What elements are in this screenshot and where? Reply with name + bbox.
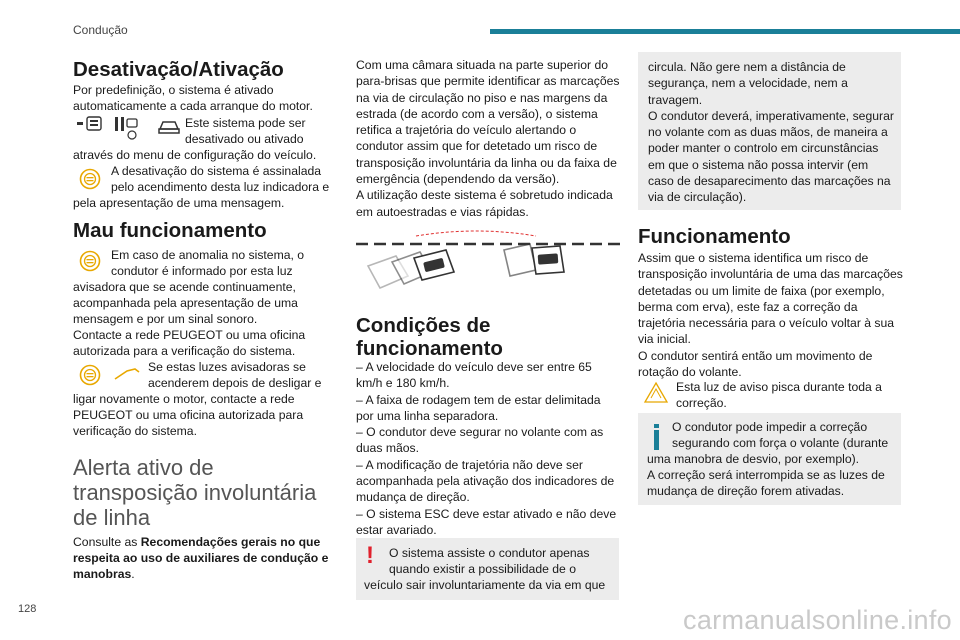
p-default-2: automaticamente a cada arranque do motor. [73,99,313,113]
car-driving-aid-icon [157,117,181,137]
page-number: 128 [18,603,37,615]
p-indicator-2: pelo acendimento desta luz indicadora e [111,180,330,194]
text-line: segurança, nem a velocidade, nem a [648,76,848,91]
text-line: Assim que o sistema identifica um risco de [638,251,869,265]
p-settings-2: desativado ou ativado [185,132,304,146]
warning-box-text [648,59,898,206]
text-line: retifica a trajetória do veículo alertando o [356,123,577,138]
text-line: Com uma câmara situada na parte superior do [356,58,609,72]
vehicle-settings-icons [77,116,153,142]
warning-exclamation-icon: ! [366,542,374,569]
info-line-3: uma manobra de desvio, por exemplo). [647,452,860,466]
list-item: acompanhada pela ativação dos indicadores de [356,474,615,489]
p-malf-4: acompanhada pela apresentação de uma [73,296,298,310]
list-item: estar avariado. [356,522,437,537]
conditions-list [356,359,626,538]
heading-lane-keeping-1: Alerta ativo de [73,455,214,480]
text-line: travagem. [648,92,703,107]
p-consult-3: manobras. [73,567,135,581]
p-settings-1: Este sistema pode ser [185,116,306,130]
p-malf-6: Contacte a rede PEUGEOT ou uma oficina [73,328,306,342]
text-line: condutor assim que for detetado um risco de [356,139,598,154]
text-line: circula. Não gere nem a distância de [648,60,846,74]
lane-correction-illustration [356,226,621,298]
operation-text [638,250,908,380]
info-icon [654,430,659,450]
text-line: caso de desaparecimento das marcações na [648,174,891,189]
list-item: – O sistema ESC deve estar ativado e não deve [356,506,617,521]
text-line: emergência (dependendo da versão). [356,172,560,187]
warn-line-3: veículo sair involuntariamente da via em que [364,578,606,592]
col2-intro [356,57,621,220]
p-malf-3: avisadora que se acende continuamente, [73,280,296,294]
running-header: Condução [73,23,128,37]
p-indicator-3: pela apresentação de uma mensagem. [73,196,285,210]
p-default-1: Por predefinição, o sistema é ativado [73,83,274,97]
text-line: no volante com as duas mãos, de maneira a [648,125,888,140]
p-malf-5: mensagem e por um sinal sonoro. [73,312,258,326]
heading-operation: Funcionamento [638,225,791,248]
text-line: detetadas ou um limite de faixa (por exemplo, [638,283,885,298]
text-line: transposição involuntária da linha ou da faixa de [356,155,617,170]
text-line: transposição involuntária de uma das marcações [638,267,903,282]
watermark: carmanualsonline.info [683,605,952,635]
heading-lane-keeping-3: de linha [73,505,151,530]
list-item: – A modificação de trajetória não deve ser [356,457,583,472]
heading-lane-keeping-2: transposição involuntária [73,480,317,505]
adas-settings-icon [115,117,137,139]
p-malf-7: autorizada para a verificação do sistema. [73,344,296,358]
lane-warning-lamp-icon [78,364,102,386]
text-line: estrada (de acordo com a versão), o sistema [356,106,598,121]
text-line: em autoestradas e vias rápidas. [356,204,529,219]
info-icon-dot [654,424,659,428]
warn-line-1: O sistema assiste o condutor apenas [389,546,590,560]
p-flash-2: correção. [676,396,727,410]
heading-deactivation: Desativação/Ativação [73,58,284,81]
p-consult-1: Consulte as Recomendações gerais no que [73,535,321,549]
heading-malfunction: Mau funcionamento [73,219,267,242]
text-line: via de circulação). [648,190,747,205]
text-line: trajetória necessária para o veículo voltar à sua [638,316,895,331]
list-item: – A velocidade do veículo deve ser entre 65 [356,360,592,374]
p-restart-5: verificação do sistema. [73,424,197,438]
lane-departure-warning-icon [643,381,669,405]
text-line: O condutor sentirá então um movimento de [638,348,873,363]
info-line-5: mudança de direção forem ativadas. [647,484,845,498]
text-line: para-brisas que permite identificar as marcações [356,74,620,89]
text-line: berma com erva), este faz a correção da [638,299,858,314]
p-malf-2: condutor é informado por esta luz [111,264,293,278]
p-restart-3: ligar novamente o motor, contacte a rede [73,392,295,406]
text-line: rotação do volante. [638,365,742,380]
heading-conditions-1: Condições de [356,314,491,337]
text-line: A utilização deste sistema é sobretudo indicada [356,188,613,203]
p-settings-3: através do menu de configuração do veículo. [73,148,317,162]
header-accent-bar [490,29,960,34]
text-line: em que o sistema não possa intervir (em [648,157,869,172]
lane-warning-lamp-icon [78,168,102,190]
p-indicator-1: A desativação do sistema é assinalada [111,164,322,178]
heading-conditions-2: funcionamento [356,337,503,360]
p-consult-2: respeita ao uso de auxiliares de condução e [73,551,329,565]
list-item: duas mãos. [356,441,420,456]
list-item: mudança de direção. [356,490,470,505]
info-line-4: A correção será interrompida se as luzes de [647,468,885,482]
screen-menu-icon [77,117,101,130]
steering-service-icon [113,366,141,382]
p-flash-1: Esta luz de aviso pisca durante toda a [676,380,882,394]
p-malf-1: Em caso de anomalia no sistema, o [111,248,305,262]
text-line: O condutor deverá, imperativamente, segurar [648,108,894,123]
text-line: via inicial. [638,332,691,347]
text-line: poder manter o controlo em circunstâncias [648,141,879,156]
warn-line-2: quando existir a possibilidade de o [389,562,577,576]
list-item: por uma linha separadora. [356,408,499,423]
text-line: na via de circulação no piso e nas margens da [356,90,608,105]
p-restart-1: Se estas luzes avisadoras se [148,360,306,374]
p-restart-2: acenderem depois de desligar e [148,376,322,390]
list-item: km/h e 180 km/h. [356,376,450,391]
list-item: – O condutor deve segurar no volante com as [356,425,604,440]
list-item: – A faixa de rodagem tem de estar delimitada [356,392,601,407]
p-restart-4: PEUGEOT ou uma oficina autorizada para [73,408,304,422]
info-line-2: segurando com força o volante (durante [672,436,889,450]
info-line-1: O condutor pode impedir a correção [672,420,868,434]
lane-warning-lamp-icon [78,250,102,272]
